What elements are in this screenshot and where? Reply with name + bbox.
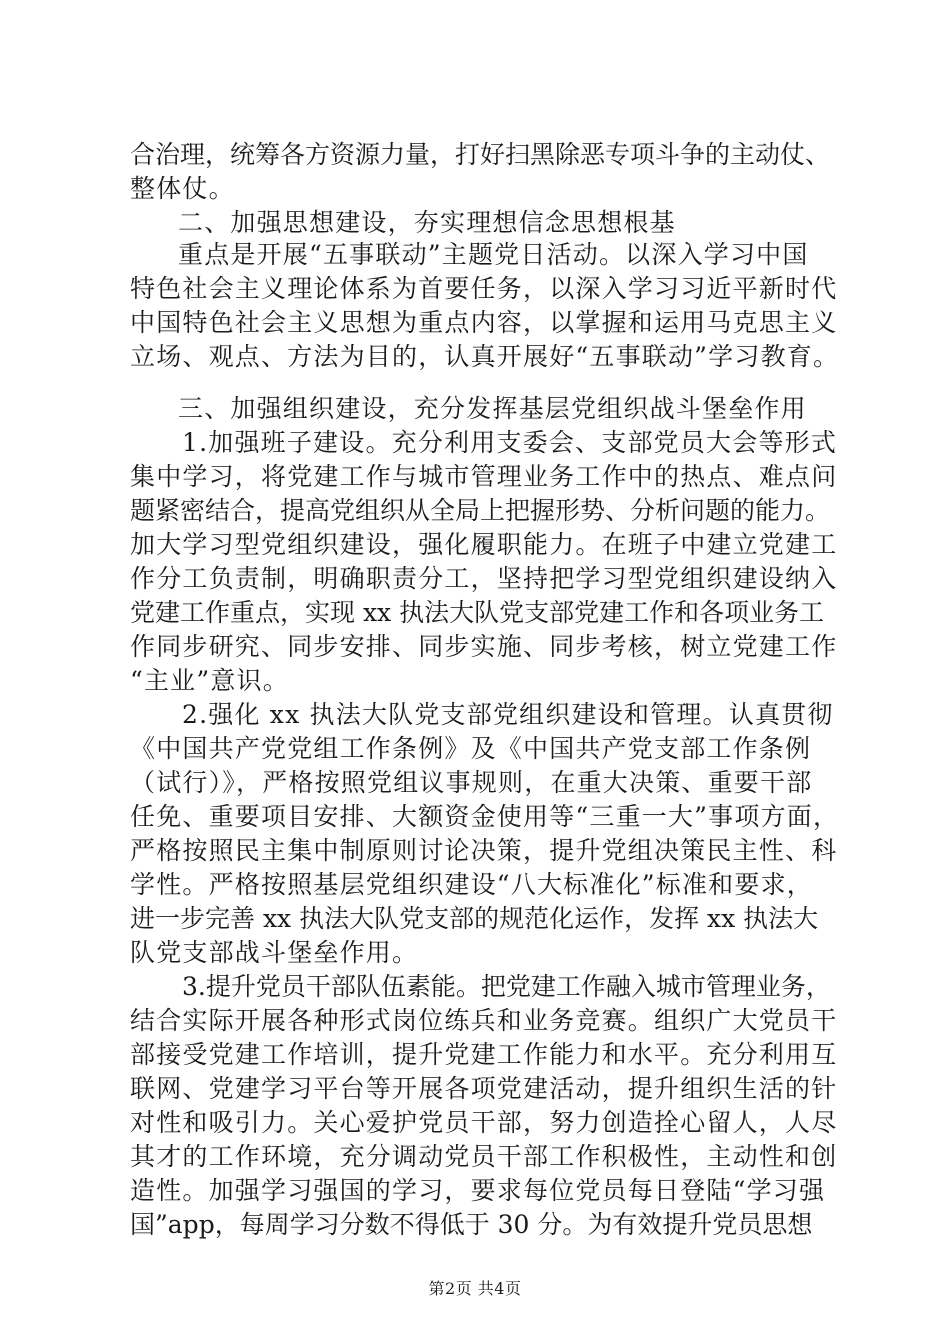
text-line: 其才的工作环境，充分调动党员干部工作积极性，主动性和创 (130, 1142, 838, 1171)
text-line: 中国特色社会主义思想为重点内容，以掌握和运用马克思主义 (130, 308, 838, 337)
text-line: 部接受党建工作培训，提升党建工作能力和水平。充分利用互 (130, 1040, 838, 1069)
text-line: 《中国共产党党组工作条例》及《中国共产党支部工作条例 (130, 734, 812, 763)
text-line: “主业”意识。 (130, 666, 289, 695)
text-line: 对性和吸引力。关心爱护党员干部，努力创造拴心留人，人尽 (130, 1108, 838, 1137)
text-line: 严格按照民主集中制原则讨论决策，提升党组决策民主性、科 (130, 836, 838, 865)
text-line: 题紧密结合，提高党组织从全局上把握形势、分析问题的能力。 (130, 496, 831, 525)
page-footer: 第2页 共4页 (428, 1279, 522, 1298)
text-line: 党建工作重点，实现 xx 执法大队党支部党建工作和各项业务工 (130, 598, 825, 627)
text-line: 任免、重要项目安排、大额资金使用等“三重一大”事项方面， (130, 802, 840, 831)
text-line: 立场、观点、方法为目的，认真开展好“五事联动”学习教育。 (130, 342, 840, 371)
text-line: 学性。严格按照基层党组织建设“八大标准化”标准和要求， (130, 870, 813, 899)
text-line: 1.加强班子建设。充分利用支委会、支部党员大会等形式 (182, 428, 838, 457)
text-line: 特色社会主义理论体系为首要任务，以深入学习习近平新时代 (130, 274, 838, 303)
text-line: 3.提升党员干部队伍素能。把党建工作融入城市管理业务， (182, 972, 831, 1001)
text-line: 作分工负责制，明确职责分工，坚持把学习型党组织建设纳入 (130, 564, 838, 593)
text-line: 联网、党建学习平台等开展各项党建活动，提升组织生活的针 (130, 1074, 838, 1103)
text-line: 集中学习，将党建工作与城市管理业务工作中的热点、难点问 (130, 462, 838, 491)
text-line: 进一步完善 xx 执法大队党支部的规范化运作，发挥 xx 执法大 (130, 904, 819, 933)
text-line: 造性。加强学习强国的学习，要求每位党员每日登陆“学习强 (130, 1176, 826, 1205)
text-line: 2.强化 xx 执法大队党支部党组织建设和管理。认真贯彻 (182, 700, 834, 729)
text-line: （试行）》，严格按照党组议事规则，在重大决策、重要干部 (130, 768, 813, 797)
section-heading: 二、加强思想建设，夯实理想信念思想根基 (178, 208, 676, 237)
text-line: 整体仗。 (130, 174, 235, 203)
text-line: 国”app，每周学习分数不得低于 30 分。为有效提升党员思想 (130, 1210, 813, 1239)
text-line: 加大学习型党组织建设，强化履职能力。在班子中建立党建工 (130, 530, 838, 559)
text-line: 重点是开展“五事联动”主题党日活动。以深入学习中国 (178, 240, 809, 269)
text-line: 合治理，统筹各方资源力量，打好扫黑除恶专项斗争的主动仗、 (130, 140, 831, 169)
text-line: 作同步研究、同步安排、同步实施、同步考核，树立党建工作 (130, 632, 838, 661)
section-heading: 三、加强组织建设，充分发挥基层党组织战斗堡垒作用 (178, 394, 807, 423)
text-line: 结合实际开展各种形式岗位练兵和业务竞赛。组织广大党员干 (130, 1006, 838, 1035)
text-line: 队党支部战斗堡垒作用。 (130, 938, 419, 967)
